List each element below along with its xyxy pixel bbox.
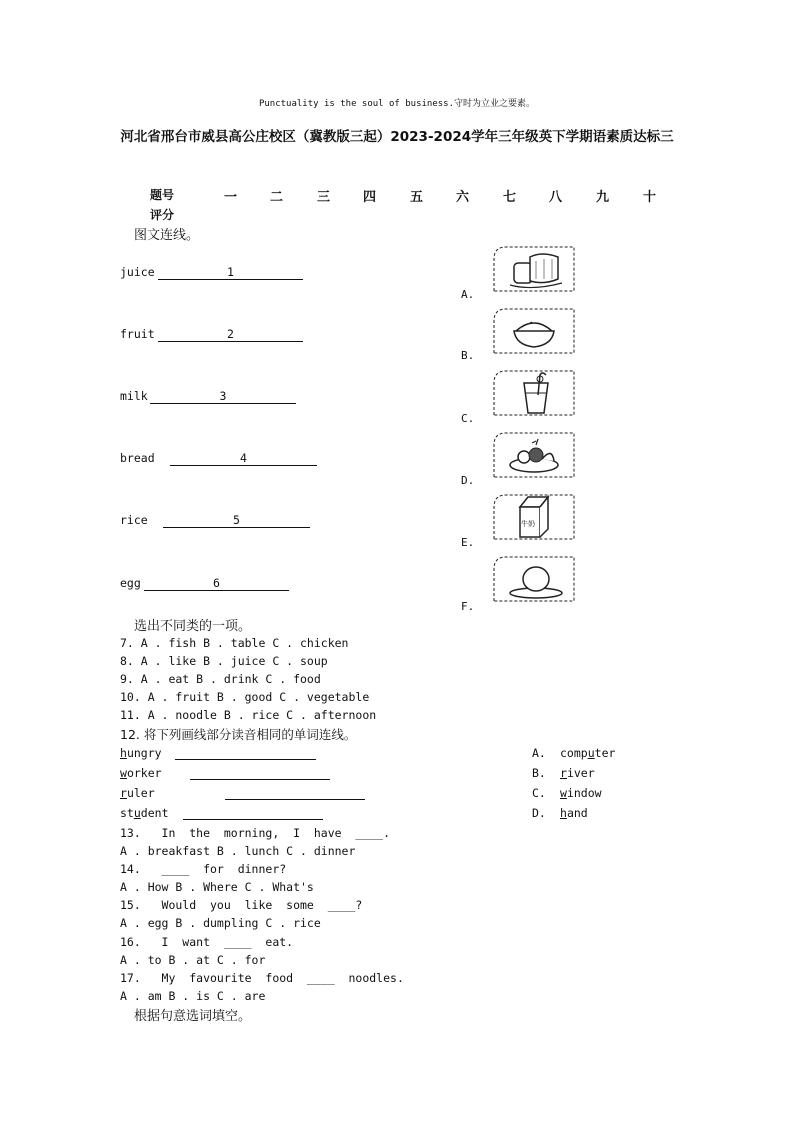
question-line: 17. My favourite food ____ noodles. [120,971,404,985]
egg-icon [492,555,576,603]
match-word: juice [120,265,155,279]
question-line: 13. In the morning, I have ____. [120,826,391,840]
option-letter: E. [461,536,475,549]
score-column: 八 [549,190,563,205]
phonics-blank[interactable] [225,785,365,800]
option-letter: A. [461,288,475,301]
header-note: Punctuality is the soul of business.守时为立业之要素。 [258,99,536,109]
score-column: 五 [410,190,424,205]
match-blank[interactable]: 1 [158,265,303,280]
score-column: 十 [643,190,657,205]
phonics-option-label: C. [532,786,546,800]
option-letter: B. [461,349,475,362]
phonics-option-word: computer [560,746,616,760]
carton-label: 牛奶 [521,520,535,528]
option-letter: F. [461,600,475,613]
question-line: 15. Would you like some ____? [120,898,363,912]
score-row-label-question: 题号 [150,188,175,202]
score-column: 三 [317,190,331,205]
milk-carton-icon [492,493,576,541]
section-heading-matching: 图文连线。 [134,228,200,243]
score-column: 六 [456,190,470,205]
rice-bowl-icon [492,307,576,355]
match-blank[interactable]: 2 [158,327,303,342]
match-word: rice [120,513,148,527]
answer-options: A . breakfast B . lunch C . dinner [120,844,356,858]
phonics-option-label: B. [532,766,546,780]
match-word: egg [120,576,141,590]
document-title: 河北省邢台市威县高公庄校区（冀教版三起）2023-2024学年三年级英下学期语素质达标三 [120,129,674,145]
phonics-left-word: ruler [120,786,155,800]
score-column: 二 [270,190,284,205]
match-blank[interactable]: 3 [150,389,296,404]
option-letter: D. [461,474,475,487]
score-row-label-score: 评分 [150,208,175,222]
question-line: 7. A . fish B . table C . chicken [120,636,349,650]
phonics-option-label: D. [532,806,546,820]
phonics-left-word: hungry [120,746,162,760]
question-line: 9. A . eat B . drink C . food [120,672,321,686]
score-column: 一 [224,190,238,205]
juice-glass-icon [492,369,576,417]
answer-options: A . egg B . dumpling C . rice [120,916,321,930]
question-line: 11. A . noodle B . rice C . afternoon [120,708,377,722]
answer-options: A . to B . at C . for [120,953,266,967]
phonics-blank[interactable] [183,805,323,820]
fruit-plate-icon [492,431,576,479]
match-word: milk [120,389,148,403]
section-heading-phonics: 12. 将下列画线部分读音相同的单词连线。 [120,727,357,742]
phonics-option-word: river [560,766,595,780]
phonics-option-label: A. [532,746,546,760]
question-line: 8. A . like B . juice C . soup [120,654,328,668]
phonics-left-word: student [120,806,169,820]
match-blank[interactable]: 4 [170,451,317,466]
match-word: bread [120,451,155,465]
question-line: 14. ____ for dinner? [120,862,287,876]
phonics-blank[interactable] [190,765,330,780]
section-heading-odd-one-out: 选出不同类的一项。 [134,619,252,634]
phonics-option-word: window [560,786,602,800]
phonics-option-word: hand [560,806,588,820]
answer-options: A . How B . Where C . What's [120,880,314,894]
option-letter: C. [461,412,475,425]
bread-icon [492,245,576,293]
phonics-left-word: worker [120,766,162,780]
score-column: 九 [596,190,610,205]
score-column: 四 [363,190,377,205]
phonics-blank[interactable] [175,745,316,760]
match-blank[interactable]: 6 [144,576,289,591]
answer-options: A . am B . is C . are [120,989,266,1003]
match-word: fruit [120,327,155,341]
match-blank[interactable]: 5 [163,513,310,528]
score-column: 七 [503,190,517,205]
question-line: 16. I want ____ eat. [120,935,294,949]
section-heading-fill-in: 根据句意选词填空。 [134,1009,252,1024]
question-line: 10. A . fruit B . good C . vegetable [120,690,370,704]
